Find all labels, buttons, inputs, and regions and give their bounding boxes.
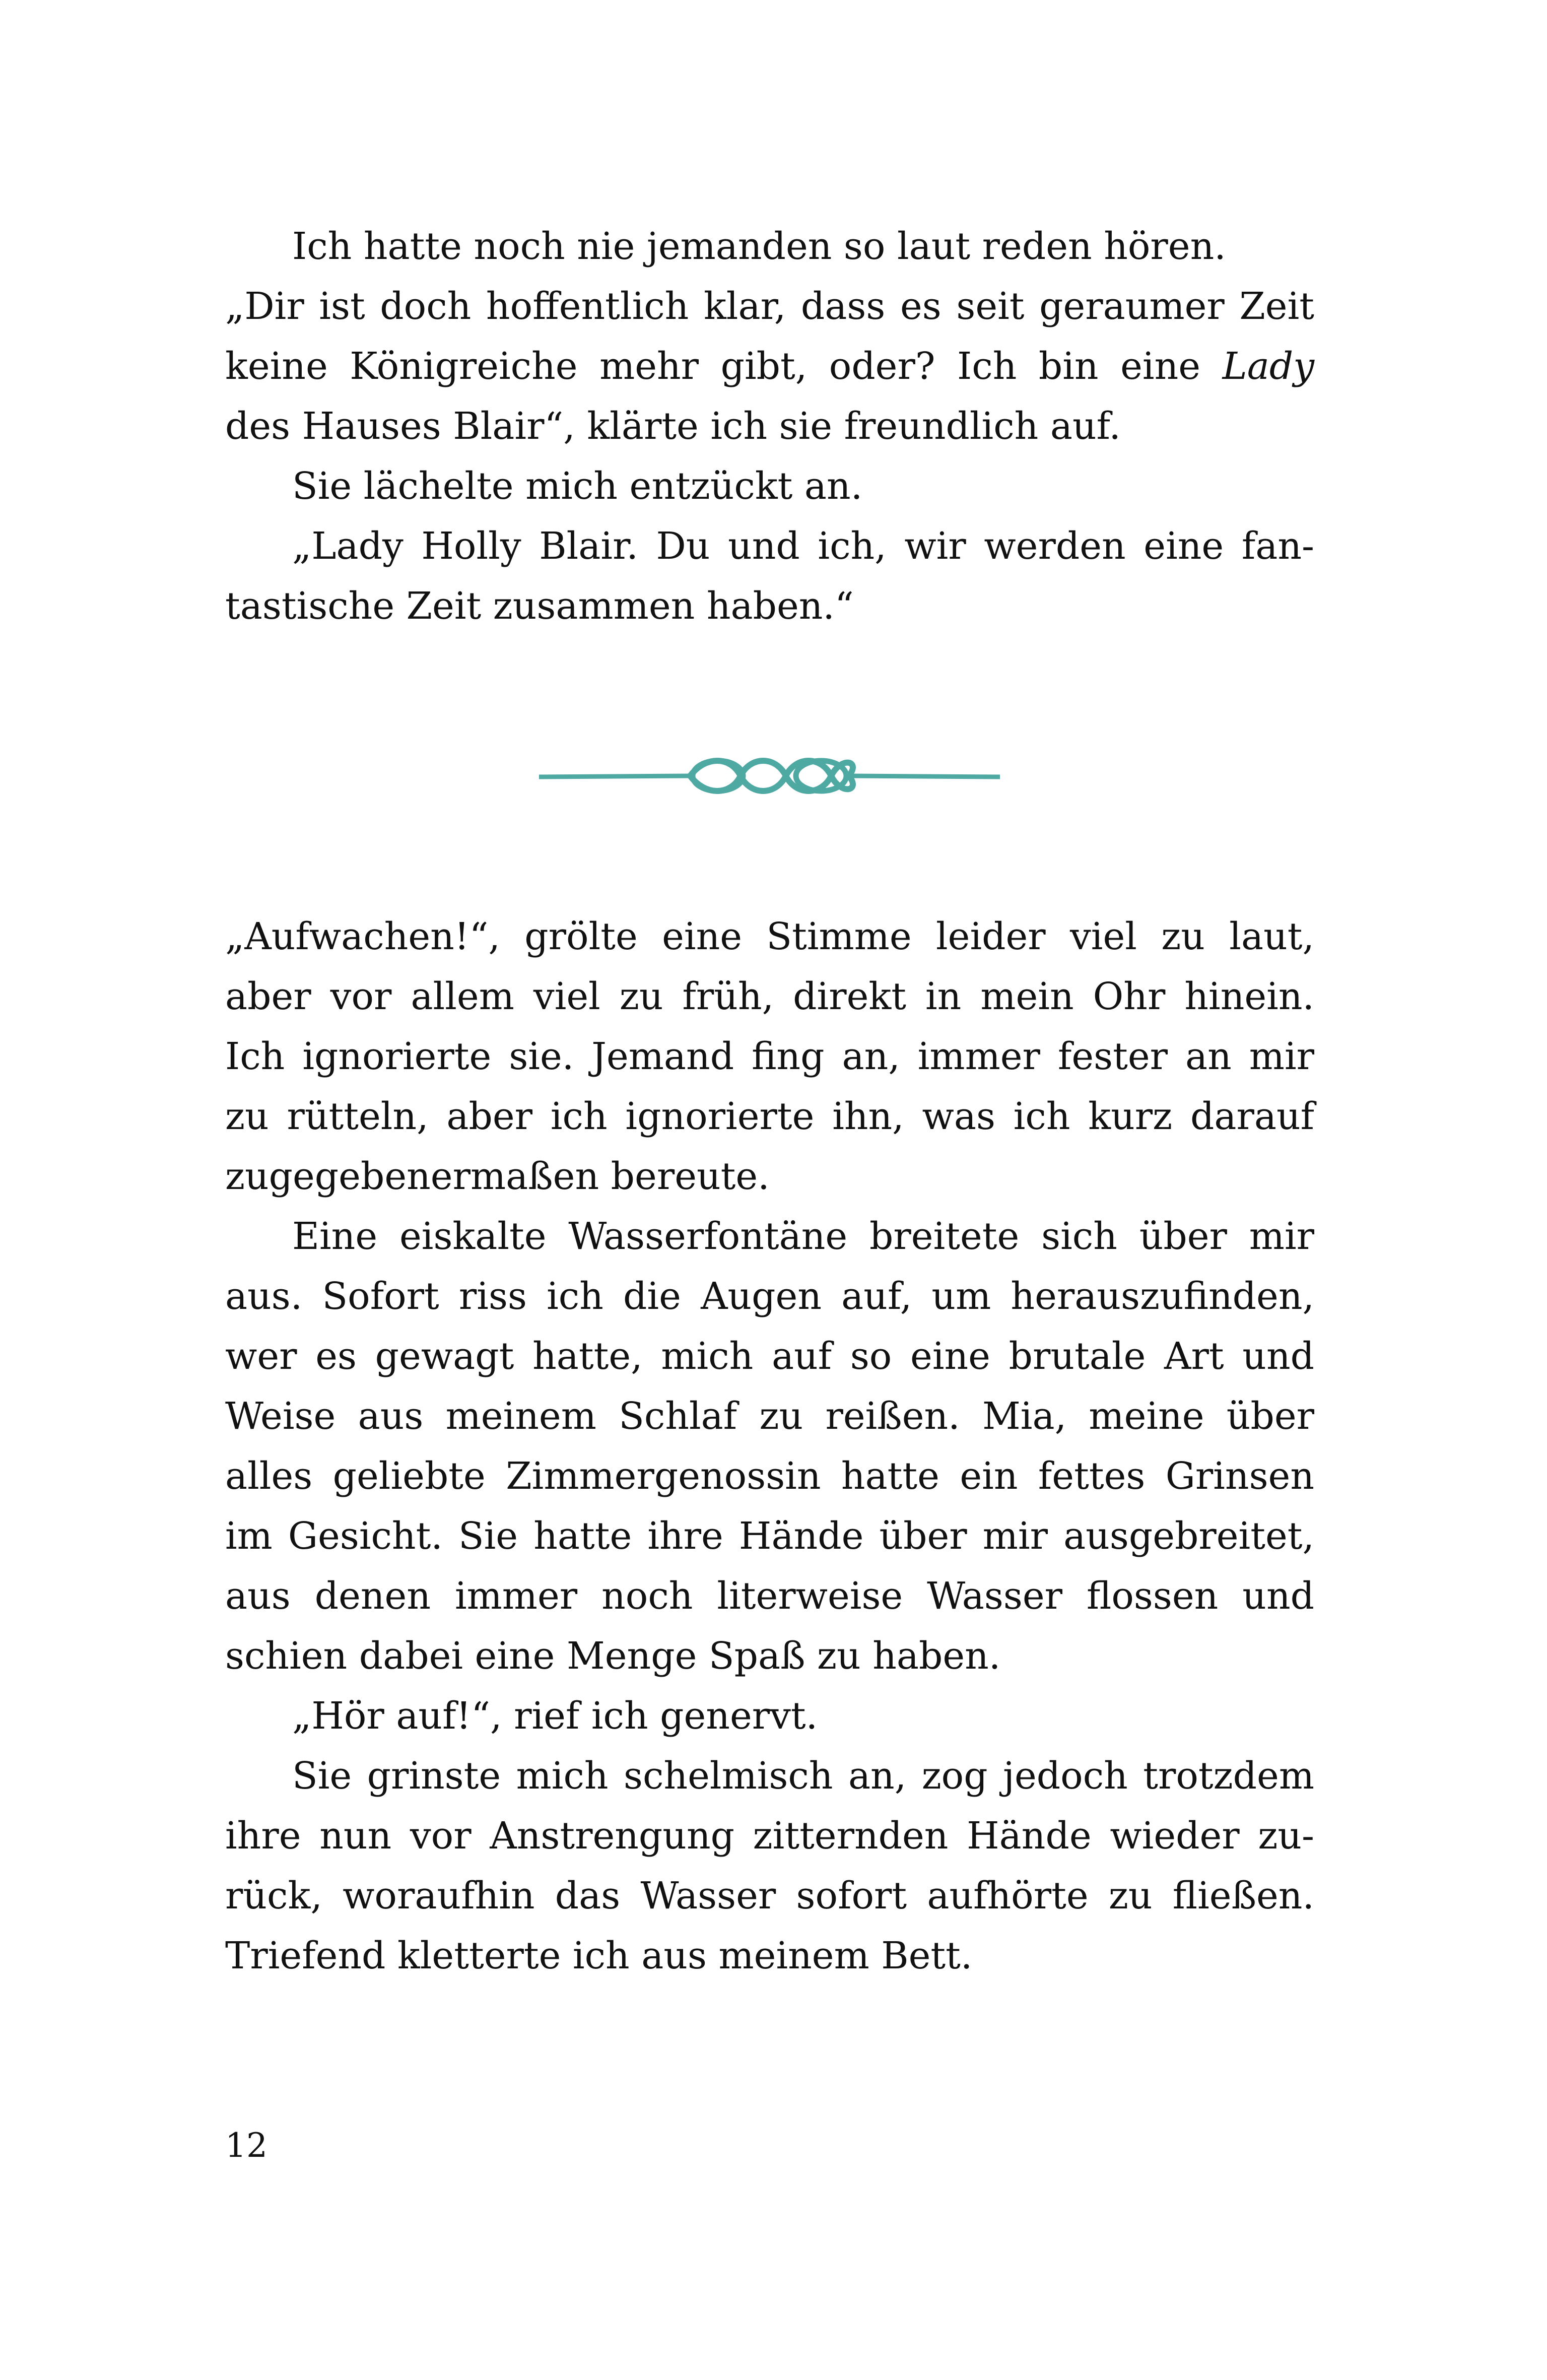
paragraph-line: aus. Sofort riss ich die Augen auf, um herauszufinden,: [225, 1275, 1314, 1318]
paragraph-line: Triefend kletterte ich aus meinem Bett.: [225, 1934, 973, 1977]
paragraph-line: zu rütteln, aber ich ignorierte ihn, was ich kurz darauf: [225, 1095, 1314, 1138]
paragraph-line: aber vor allem viel zu früh, direkt in mein Ohr hinein.: [225, 975, 1314, 1018]
paragraph-line: alles geliebte Zimmergenossin hatte ein fettes Grinsen: [225, 1455, 1314, 1498]
paragraph-line: des Hauses Blair“, klärte ich sie freundlich auf.: [225, 405, 1121, 448]
page-number: 12: [225, 2126, 267, 2165]
paragraph-line: Sie lächelte mich entzückt an.: [292, 465, 863, 508]
paragraph-line: im Gesicht. Sie hatte ihre Hände über mir ausgebreitet,: [225, 1514, 1314, 1558]
paragraph-line: „Aufwachen!“, grölte eine Stimme leider viel zu laut,: [225, 915, 1314, 958]
paragraph-line: tastische Zeit zusammen haben.“: [225, 584, 854, 628]
paragraph-line: Weise aus meinem Schlaf zu reißen. Mia, meine über: [225, 1395, 1314, 1438]
line-text: keine Königreiche mehr gibt, oder? Ich bin eine: [225, 345, 1201, 388]
italic-word: Lady: [1222, 345, 1314, 388]
text-block-top: [225, 217, 1314, 636]
paragraph-line: „Dir ist doch hoffentlich klar, dass es seit geraumer Zeit: [225, 285, 1314, 328]
paragraph-line: ihre nun vor Anstrengung zitternden Hände wieder zu-: [225, 1814, 1314, 1858]
paragraph-line: schien dabei eine Menge Spaß zu haben.: [225, 1634, 1001, 1678]
paragraph-line: rück, woraufhin das Wasser sofort aufhörte zu fließen.: [225, 1874, 1314, 1918]
paragraph-line: Ich hatte noch nie jemanden so laut reden hören.: [292, 225, 1226, 268]
paragraph-line: aus denen immer noch literweise Wasser flossen und: [225, 1574, 1314, 1618]
paragraph-line: zugegebenermaßen bereute.: [225, 1155, 770, 1198]
paragraph-line: „Hör auf!“, rief ich genervt.: [292, 1694, 818, 1738]
paragraph-line: Sie grinste mich schelmisch an, zog jedoch trotzdem: [292, 1754, 1314, 1798]
paragraph-line: „Lady Holly Blair. Du und ich, wir werden eine fan-: [292, 524, 1314, 568]
paragraph-line: wer es gewagt hatte, mich auf so eine brutale Art und: [225, 1335, 1314, 1378]
paragraph-line: [225, 337, 1314, 396]
paragraph-line: Eine eiskalte Wasserfontäne breitete sich über mir: [292, 1215, 1314, 1258]
knot-ornament-icon: [539, 751, 1000, 801]
paragraph-line: Ich ignorierte sie. Jemand fing an, immer fester an mir: [225, 1035, 1314, 1078]
text-block-bottom: [225, 907, 1314, 1986]
